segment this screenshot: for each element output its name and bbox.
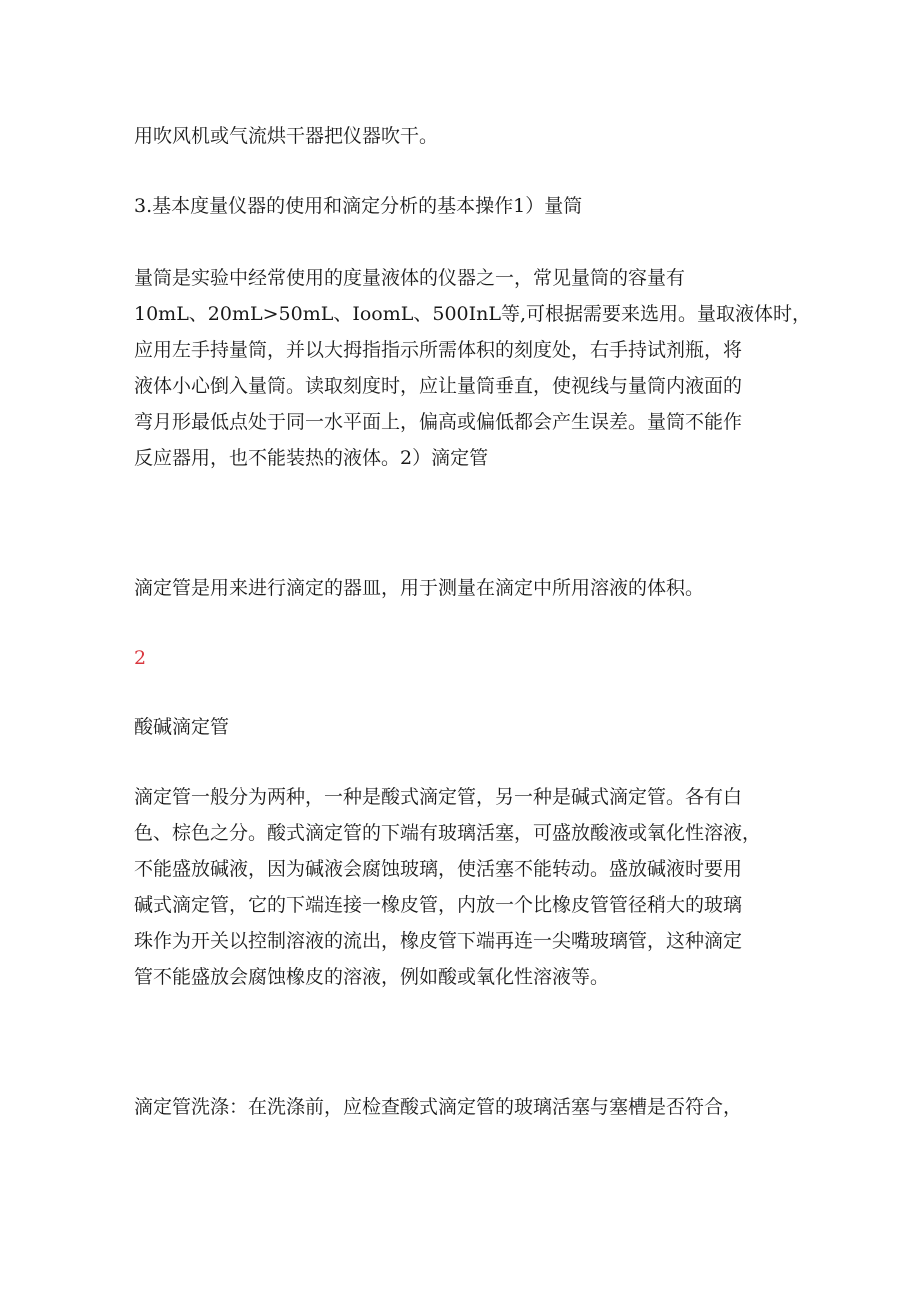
- text-line: 量筒是实验中经常使用的度量液体的仪器之一，常见量筒的容量有: [134, 267, 686, 289]
- paragraph-graduated-cylinder: [134, 260, 812, 476]
- text-line: 10mL、20mL>50mL、IoomL、500InL等,可根据需要来选用。量取液体时，: [134, 303, 812, 325]
- subheading-acid-base-burette: [134, 709, 794, 745]
- paragraph-burette-washing: [134, 1089, 794, 1125]
- section-heading-instruments: [134, 188, 794, 224]
- text-line: 反应器用，也不能装热的液体。2）滴定管: [134, 447, 489, 469]
- text-line: 管不能盛放会腐蚀橡皮的溶液，例如酸或氧化性溶液等。: [134, 966, 610, 988]
- text-line: 不能盛放碱液，因为碱液会腐蚀玻璃，使活塞不能转动。盛放碱液时要用: [134, 858, 743, 880]
- text-line: 液体小心倒入量筒。读取刻度时，应让量筒垂直，使视线与量筒内液面的: [134, 375, 743, 397]
- paragraph-burette-types: [134, 779, 794, 995]
- paragraph-drying: [134, 118, 794, 154]
- text-line: 3.基本度量仪器的使用和滴定分析的基本操作1）量筒: [134, 195, 583, 217]
- text-line: 滴定管洗涤：在洗涤前，应检查酸式滴定管的玻璃活塞与塞槽是否符合，: [134, 1096, 743, 1118]
- text-line: 弯月形最低点处于同一水平面上，偏高或偏低都会产生误差。量筒不能作: [134, 411, 743, 433]
- text-line: 应用左手持量筒，并以大拇指指示所需体积的刻度处，右手持试剂瓶，将: [134, 339, 743, 361]
- text-line: 2: [134, 647, 147, 669]
- text-line: 色、棕色之分。酸式滴定管的下端有玻璃活塞，可盛放酸液或氧化性溶液，: [134, 822, 762, 844]
- page-number: [134, 640, 794, 676]
- text-line: 滴定管一般分为两种，一种是酸式滴定管，另一种是碱式滴定管。各有白: [134, 786, 743, 808]
- text-line: 用吹风机或气流烘干器把仪器吹干。: [134, 125, 439, 147]
- text-line: 酸碱滴定管: [134, 716, 230, 738]
- text-line: 珠作为开关以控制溶液的流出，橡皮管下端再连一尖嘴玻璃管，这种滴定: [134, 930, 743, 952]
- text-line: 滴定管是用来进行滴定的器皿，用于测量在滴定中所用溶液的体积。: [134, 577, 705, 599]
- paragraph-burette-definition: [134, 570, 794, 606]
- text-line: 碱式滴定管，它的下端连接一橡皮管，内放一个比橡皮管管径稍大的玻璃: [134, 894, 743, 916]
